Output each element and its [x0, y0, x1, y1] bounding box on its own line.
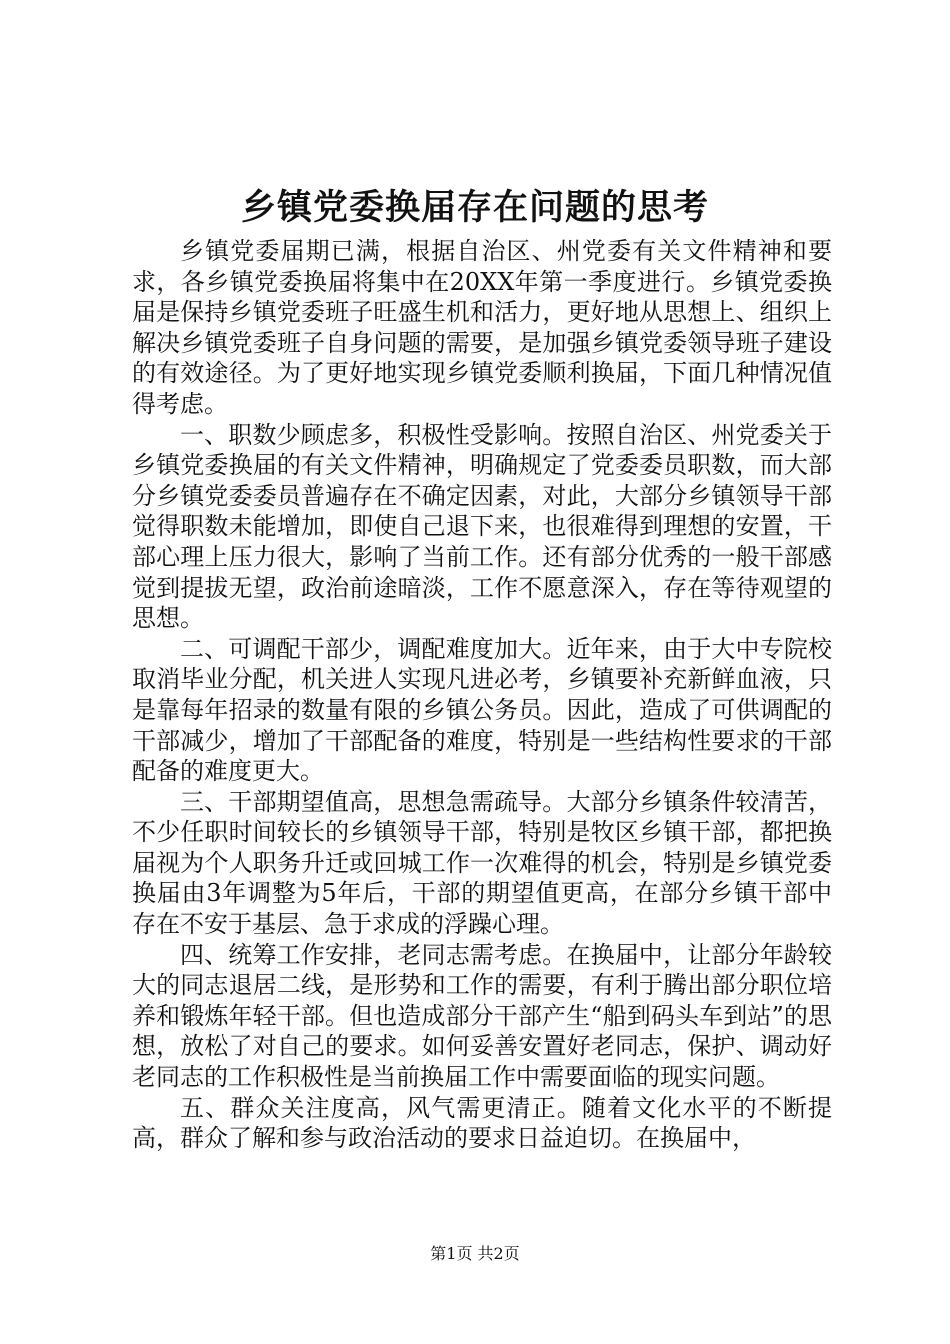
section-one-paragraph: 一、职数少顾虑多，积极性受影响。按照自治区、州党委关于乡镇党委换届的有关文件精神，明确规定了党委委员职数，而大部分乡镇党委委员普遍存在不确定因素，对此，大部分乡镇领导干部觉得职数未能增加，即使自己退下来，也很难得到理想的安置，干部心理上压力很大，影响了当前工作。还有部分优秀的一般干部感觉到提拔无望，政治前途暗淡，工作不愿意深入，存在等待观望的思想。 [132, 420, 832, 633]
section-two-paragraph: 二、可调配干部少，调配难度加大。近年来，由于大中专院校取消毕业分配，机关进人实现凡进必考，乡镇要补充新鲜血液，只是靠每年招录的数量有限的乡镇公务员。因此，造成了可供调配的干部减少，增加了干部配备的难度，特别是一些结构性要求的干部配备的难度更大。 [132, 634, 832, 786]
page-title: 乡镇党委换届存在问题的思考 [240, 187, 709, 228]
intro-paragraph: 乡镇党委届期已满，根据自治区、州党委有关文件精神和要求，各乡镇党委换届将集中在20XX年第一季度进行。乡镇党委换届是保持乡镇党委班子旺盛生机和活力，更好地从思想上、组织上解决乡镇党委班子自身问题的需要，是加强乡镇党委领导班子建设的有效途径。为了更好地实现乡镇党委顺利换届，下面几种情况值得考虑。 [132, 237, 832, 418]
section-three-paragraph: 三、干部期望值高，思想急需疏导。大部分乡镇条件较清苦，不少任职时间较长的乡镇领导干部，特别是牧区乡镇干部，都把换届视为个人职务升迁或回城工作一次难得的机会，特别是乡镇党委换届由3年调整为5年后，干部的期望值更高，在部分乡镇干部中存在不安于基层、急于求成的浮躁心理。 [132, 787, 832, 939]
document-body [132, 236, 832, 1154]
section-four-paragraph: 四、统筹工作安排，老同志需考虑。在换届中，让部分年龄较大的同志退居二线，是形势和工作的需要，有利于腾出部分职位培养和锻炼年轻干部。但也造成部分干部产生“船到码头车到站”的思想，放松了对自己的要求。如何妥善安置好老同志，保护、调动好老同志的工作积极性是当前换届工作中需要面临的现实问题。 [132, 940, 832, 1092]
section-five-paragraph: 五、群众关注度高，风气需更清正。随着文化水平的不断提高，群众了解和参与政治活动的要求日益迫切。在换届中， [132, 1093, 832, 1153]
page-number-footer: 第1页 共2页 [430, 1244, 520, 1263]
